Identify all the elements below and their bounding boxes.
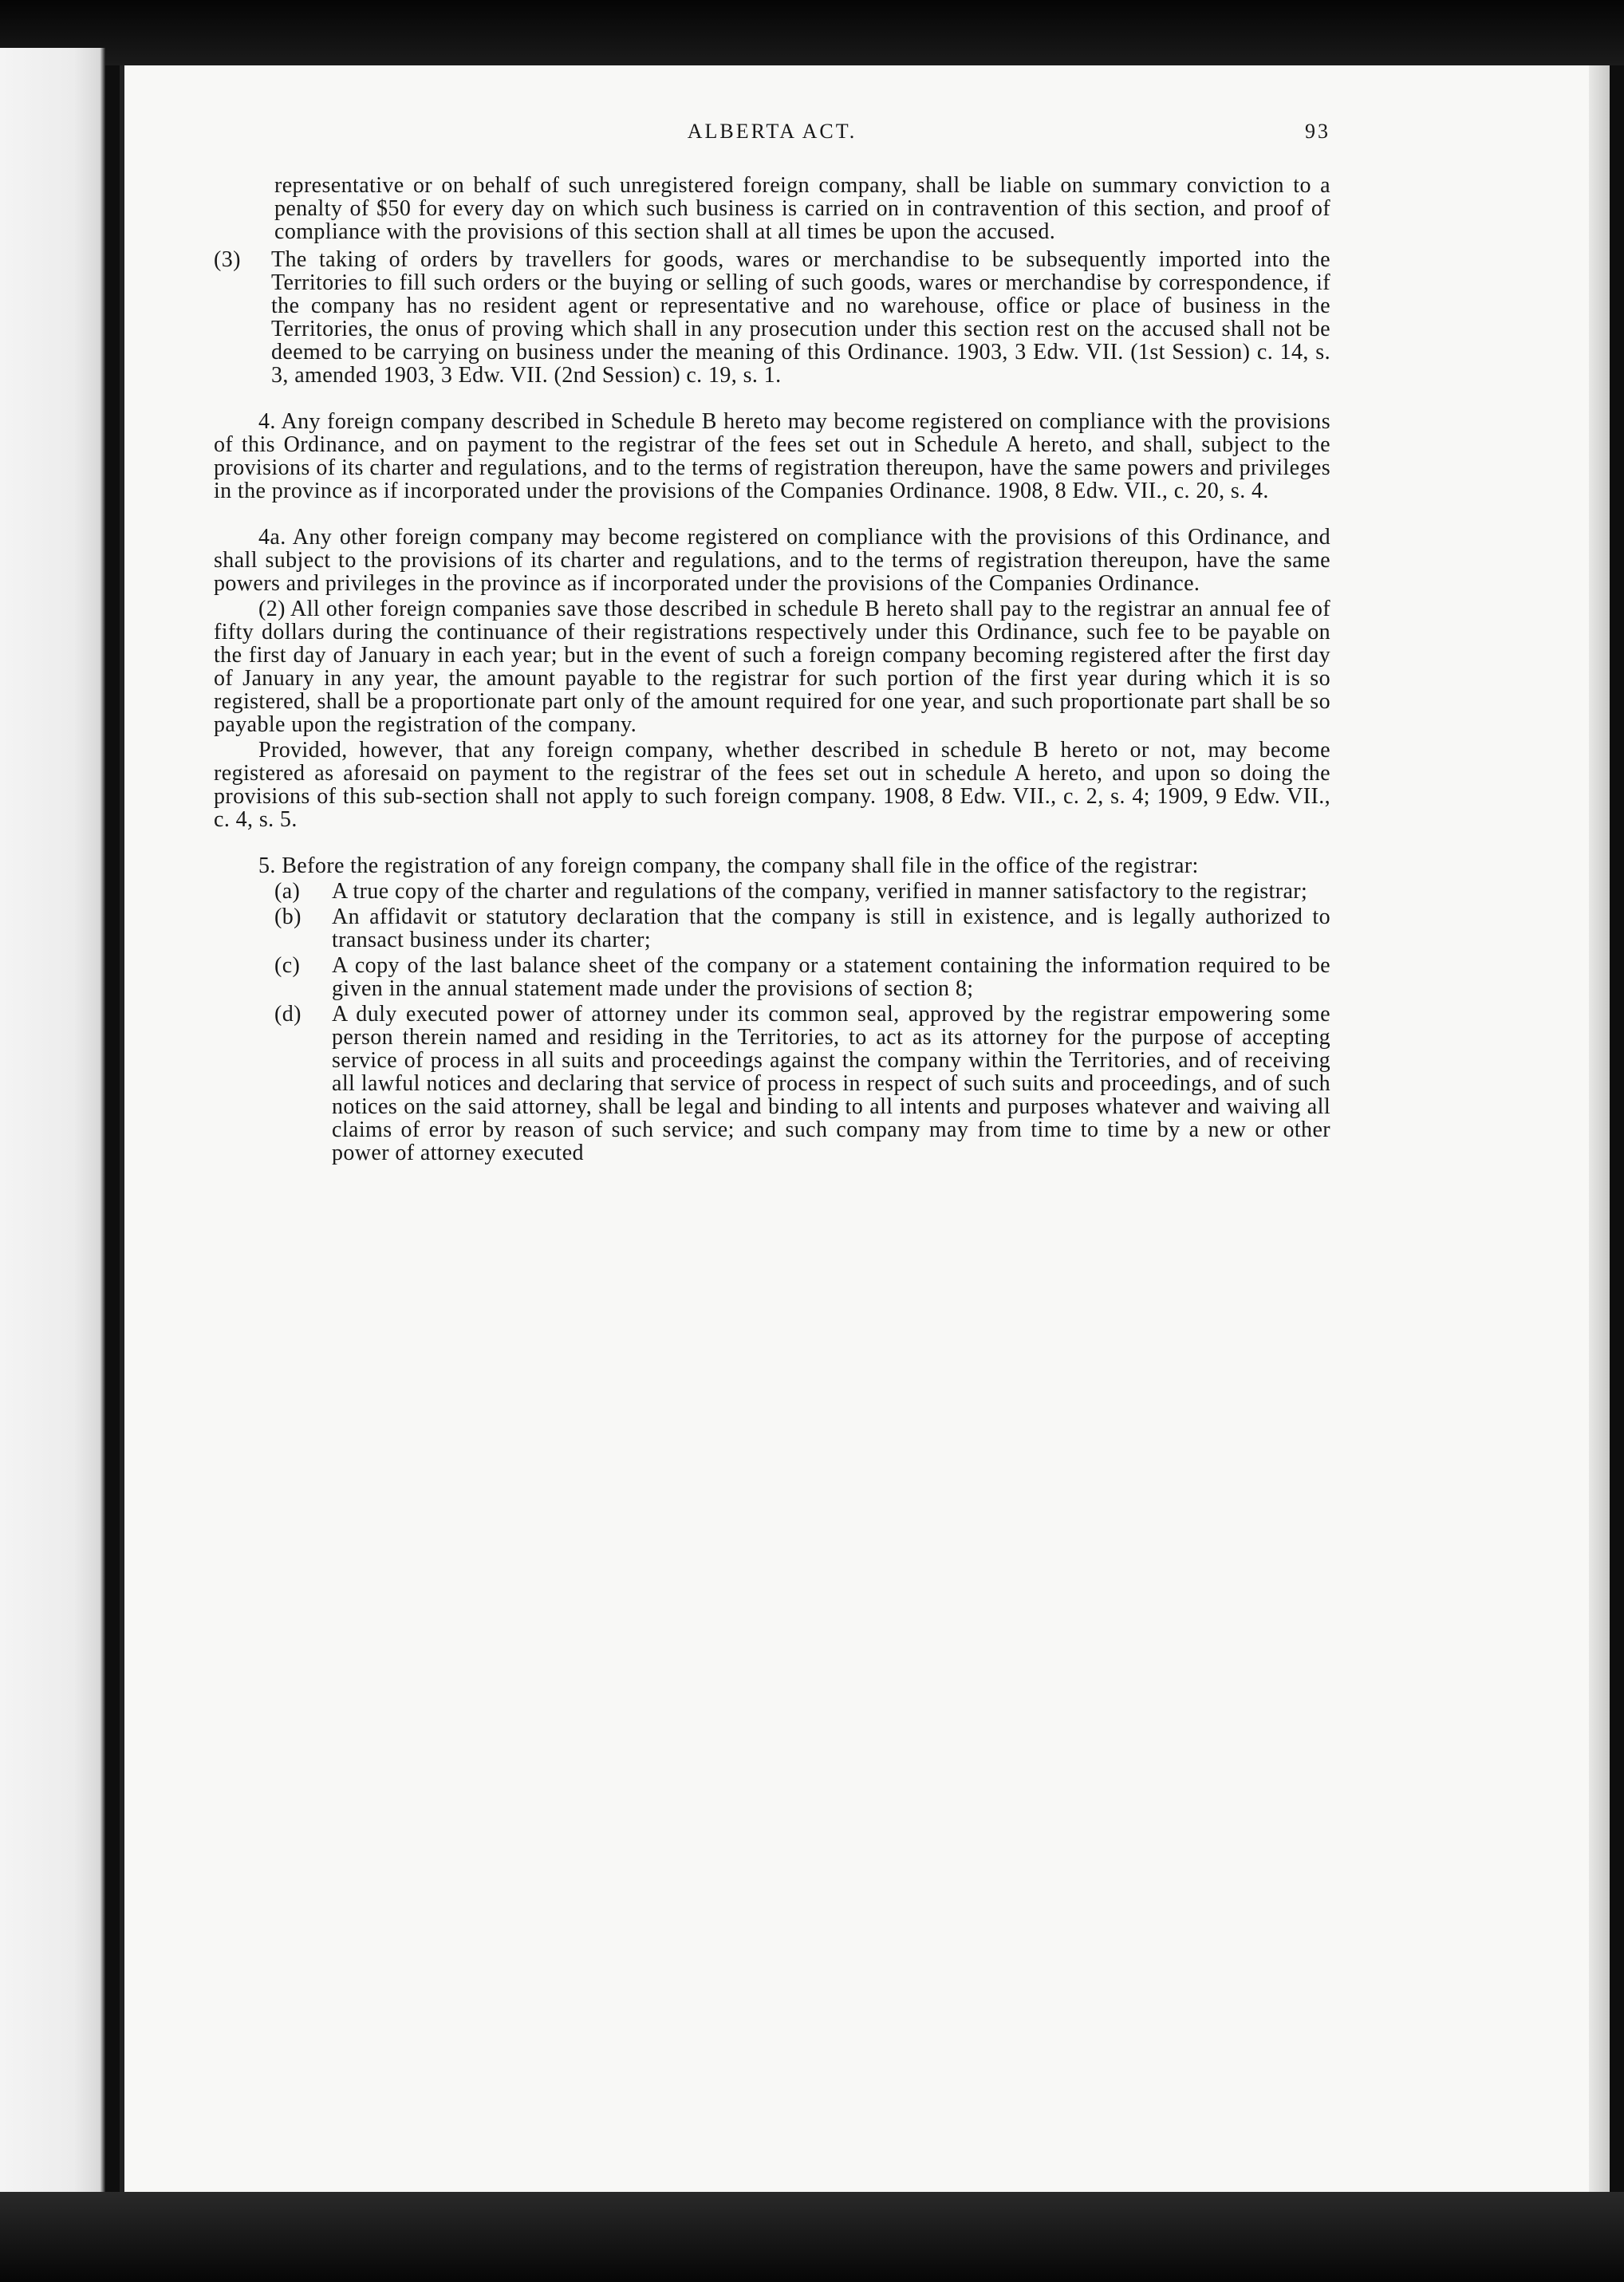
page-number: 93 xyxy=(1305,120,1330,143)
item-marker: (c) xyxy=(274,953,301,978)
section-5-intro: 5. Before the registration of any foreign company, the company shall file in the office of the registrar: xyxy=(258,853,1199,878)
running-title: ALBERTA ACT. xyxy=(687,120,857,143)
section-4a: 4a. Any other foreign company may become registered on compliance with the provisions of this Ordinance, and shall subject to the provisions of its charter and regulations, and to the terms of registration thereupon, have the same powers and privileges in the province as if incorporated under the provisions of the Companies Ordinance. xyxy=(214,525,1330,596)
section-4a-subsection-2: (2) All other foreign companies save those described in schedule B hereto shall pay to the registrar an annual fee of fifty dollars during the continuance of their registrations respectively under this Ordinance, such fee to be payable on the first day of January in each year; but in the event of such a foreign company becoming registered after the first day of January in any year, the amount payable to the registrar for such portion of the first year during which it is so registered, shall be a proportionate part only of the amount required for one year, and such proportionate part shall be so payable upon the registration of the company. xyxy=(214,597,1330,737)
item-marker: (d) xyxy=(274,1002,302,1027)
item-text: A duly executed power of attorney under its common seal, approved by the registrar empowering some person therein named and residing in the Territories, to act as its attorney for the purpose of accepting service of process in all suits and proceedings against the company within the Territories, and of receiving all lawful notices and declaring that service of process in respect of such suits and proceedings, and of such notices on the said attorney, shall be legal and binding to all intents and purposes whatever and waiving all claims of error by reason of such service; and such company may from time to time by a new or other power of attorney executed xyxy=(332,1002,1330,1165)
item-marker: (b) xyxy=(274,905,302,929)
subsection-3 xyxy=(214,248,1330,387)
page-fore-edge xyxy=(1589,65,1610,2192)
item-marker: (a) xyxy=(274,879,301,904)
scan-bottom-border xyxy=(0,2192,1624,2282)
item-text: A true copy of the charter and regulations of the company, verified in manner satisfactory to the registrar; xyxy=(332,879,1308,904)
section-4: 4. Any foreign company described in Schedule B hereto may become registered on compliance with the provisions of this Ordinance, and on payment to the registrar of the fees set out in Schedule A hereto, and shall, subject to the provisions of its charter and regulations, and to the terms of registration thereupon, have the same powers and privileges in the province as if incorporated under the provisions of the Companies Ordinance. 1908, 8 Edw. VII., c. 20, s. 4. xyxy=(214,409,1330,503)
item-text: An affidavit or statutory declaration that the company is still in existence, and is legally authorized to transact business under its charter; xyxy=(332,905,1330,952)
running-header xyxy=(214,120,1330,152)
section-3-2-continuation: representative or on behalf of such unregistered foreign company, shall be liable on summary conviction to a penalty of $50 for every day on which such business is carried on in contravention of this section, and proof of compliance with the provisions of this section shall at all times be upon the accused. xyxy=(274,173,1330,244)
page-content xyxy=(214,120,1330,1165)
section-5-item-b xyxy=(274,905,1330,952)
scan-top-border xyxy=(0,0,1624,65)
item-text: A copy of the last balance sheet of the company or a statement containing the information required to be given in the annual statement made under the provisions of section 8; xyxy=(332,953,1330,1001)
section-4a-proviso: Provided, however, that any foreign company, whether described in schedule B hereto or not, may become registered as aforesaid on payment to the registrar of the fees set out in schedule A hereto, and upon so doing the provisions of this sub-section shall not apply to such foreign company. 1908, 8 Edw. VII., c. 2, s. 4; 1909, 9 Edw. VII., c. 4, s. 5. xyxy=(214,738,1330,832)
subsection-text: The taking of orders by travellers for goods, wares or merchandise to be subsequently imported into the Territories to fill such orders or the buying or selling of such goods, wares or merchandise by correspondence, if the company has no resident agent or representative and no warehouse, office or place of business in the Territories, the onus of proving which shall in any prosecution under this section rest on the accused shall not be deemed to be carrying on business under the meaning of this Ordinance. 1903, 3 Edw. VII. (1st Session) c. 14, s. 3, amended 1903, 3 Edw. VII. (2nd Session) c. 19, s. 1. xyxy=(271,247,1330,388)
section-5-item-c xyxy=(274,954,1330,1000)
facing-page-edge xyxy=(0,48,105,2193)
section-5-item-a xyxy=(274,880,1330,903)
subsection-marker: (3) xyxy=(214,247,241,272)
section-5-item-d xyxy=(274,1003,1330,1165)
